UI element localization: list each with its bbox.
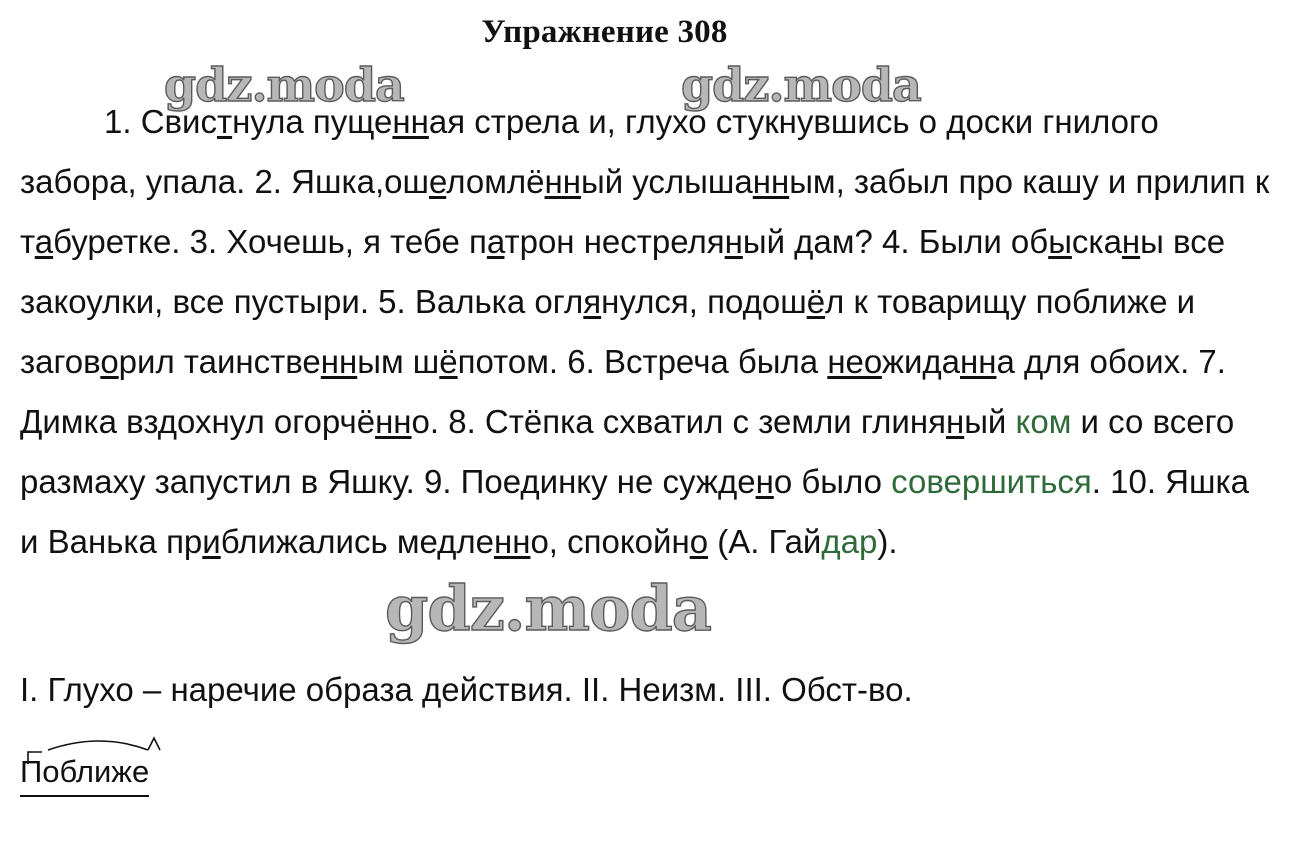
- text-run: 1. Свис: [104, 103, 217, 140]
- text-run: ).: [877, 523, 898, 560]
- text-run: 2. Яшка,ош: [254, 163, 429, 200]
- underlined-letter: нн: [494, 523, 531, 560]
- highlighted-word: ком: [1015, 403, 1072, 440]
- morphemic-word: Поближе: [20, 750, 149, 797]
- text-run: и со всего размаху запустил в Яшку.: [20, 403, 1235, 500]
- underlined-letter: и: [202, 523, 221, 560]
- underlined-letter: нн: [960, 343, 997, 380]
- morpheme-marks: [20, 736, 170, 756]
- underlined-letter: т: [217, 103, 233, 140]
- text-run: 6. Встреча была: [567, 343, 828, 380]
- text-run: ый услыша: [580, 163, 753, 200]
- exercise-text: [20, 92, 1270, 572]
- text-run: жида: [881, 343, 960, 380]
- text-run: 3. Хочешь, я тебе п: [189, 223, 487, 260]
- underlined-letter: н: [724, 223, 743, 260]
- underlined-letter: а: [34, 223, 54, 260]
- text-run: нула пуще: [232, 103, 393, 140]
- text-run: рил таинстве: [118, 343, 321, 380]
- text-run: 7. Димка вздохнул огорчё: [20, 343, 1226, 440]
- text-run: ска: [1071, 223, 1122, 260]
- underlined-letter: я: [583, 283, 602, 320]
- text-run: а для обоих.: [996, 343, 1199, 380]
- highlighted-word: дар: [821, 523, 878, 560]
- text-run: ломлё: [446, 163, 545, 200]
- underlined-letter: нео: [827, 343, 882, 380]
- underlined-letter: ы: [1048, 223, 1072, 260]
- underlined-letter: н: [1121, 223, 1141, 260]
- text-run: (А. Гай: [708, 523, 822, 560]
- text-run: 5. Валька огл: [378, 283, 584, 320]
- underlined-letter: н: [755, 463, 774, 500]
- underlined-letter: нн: [375, 403, 412, 440]
- text-run: 9. Поединку не сужде: [423, 463, 756, 500]
- text-run: ы все закоулки, все пустыри.: [20, 223, 1226, 320]
- text-run: ый: [964, 403, 1016, 440]
- text-run: нулся, подош: [601, 283, 807, 320]
- morphological-analysis: I. Глухо – наречие образа действия. II. Неизм. III. Обст-во.: [20, 671, 913, 708]
- underlined-letter: нн: [752, 163, 790, 200]
- underlined-letter: н: [945, 403, 965, 440]
- underlined-letter: нн: [320, 343, 358, 380]
- morphemic-parse: [20, 750, 149, 797]
- watermark-logo: gdz.moda: [385, 572, 711, 645]
- underlined-letter: е: [428, 163, 447, 200]
- text-run: 4. Были об: [882, 223, 1049, 260]
- underlined-letter: нн: [392, 103, 429, 140]
- underlined-letter: а: [486, 223, 505, 260]
- text-run: ая стрела и, глухо стукнувшись о доски гнилого забора, упала.: [20, 103, 1159, 200]
- text-run: 8. Стёпка схватил с земли глиня: [448, 403, 946, 440]
- text-run: о, спокойн: [530, 523, 690, 560]
- text-run: буретке.: [53, 223, 190, 260]
- watermark-logo: gdz.moda: [164, 58, 404, 112]
- underlined-letter: нн: [544, 163, 581, 200]
- underlined-letter: о: [100, 343, 119, 380]
- root-arc: [48, 741, 148, 750]
- underlined-letter: ё: [439, 343, 458, 380]
- text-run: трон нестреля: [504, 223, 725, 260]
- text-run: о было: [773, 463, 892, 500]
- text-run: 10. Яшка и Ванька пр: [20, 463, 1250, 560]
- text-run: ближались медле: [220, 523, 494, 560]
- text-run: ый дам?: [742, 223, 882, 260]
- text-run: о.: [411, 403, 449, 440]
- text-run: потом.: [457, 343, 568, 380]
- underlined-letter: ё: [806, 283, 826, 320]
- underlined-letter: о: [689, 523, 709, 560]
- page-title: Упражнение 308: [481, 14, 728, 50]
- highlighted-word: совершиться: [891, 463, 1092, 500]
- text-run: л к товарищу поближе и загов: [20, 283, 1196, 380]
- text-run: .: [1091, 463, 1111, 500]
- text-run: ым ш: [357, 343, 440, 380]
- text-run: ым, забыл про кашу и прилип к т: [20, 163, 1270, 260]
- watermark-logo: gdz.moda: [681, 58, 921, 112]
- suffix-mark: [148, 738, 160, 750]
